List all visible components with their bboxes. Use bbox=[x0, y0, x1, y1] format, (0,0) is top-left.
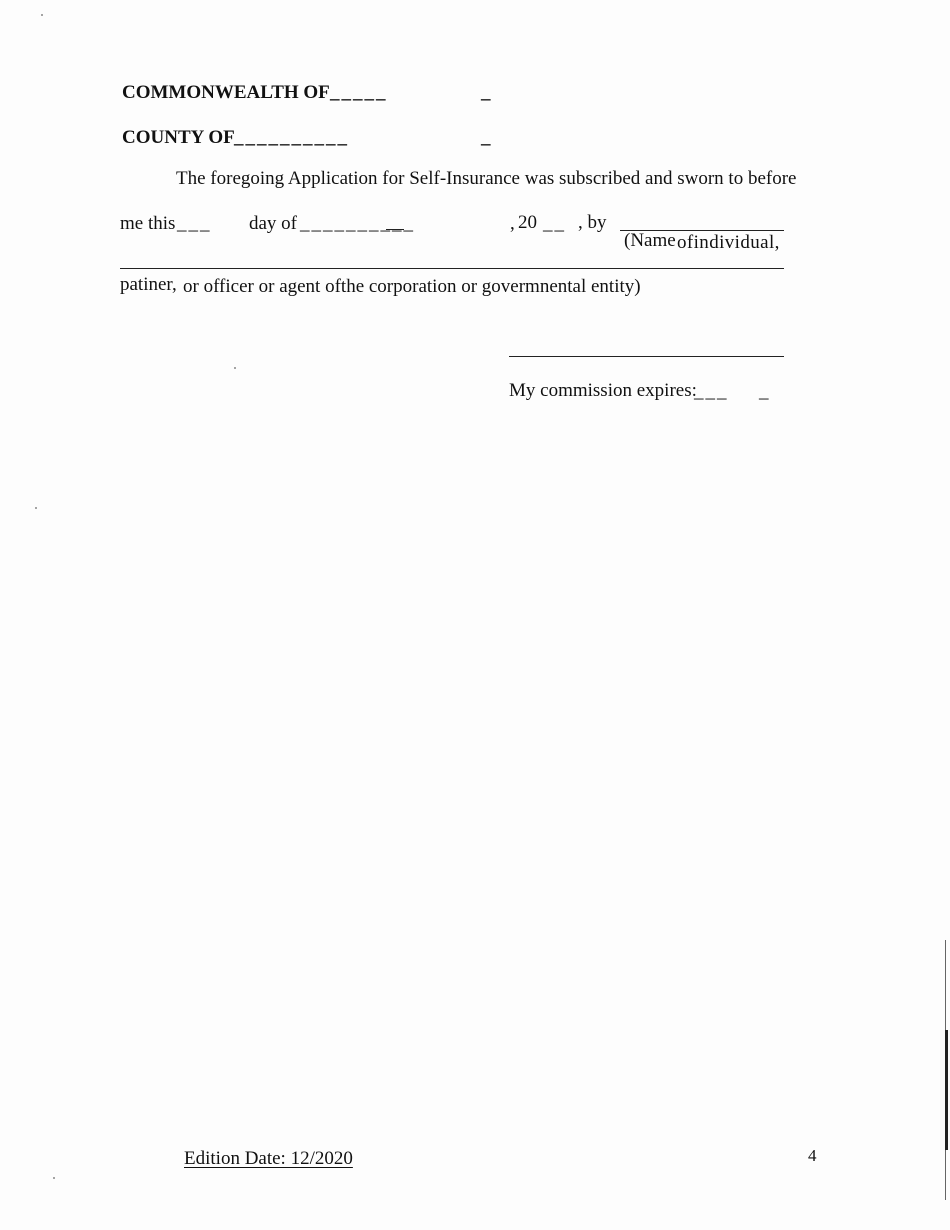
patiner-text: patiner, bbox=[120, 274, 177, 295]
scan-speck bbox=[35, 507, 37, 509]
county-label: COUNTY OF bbox=[122, 127, 235, 148]
day-of-text: day of bbox=[249, 213, 298, 234]
commonwealth-blank: _____ bbox=[330, 82, 388, 103]
me-this-text: me this bbox=[120, 213, 176, 234]
county-blank: __________ bbox=[234, 127, 349, 148]
year-blank: __ bbox=[543, 213, 566, 234]
commonwealth-label: COMMONWEALTH OF bbox=[122, 82, 330, 103]
name-of-text: (Name bbox=[624, 230, 676, 251]
commission-blank: ___ bbox=[694, 381, 729, 402]
scan-speck bbox=[234, 367, 236, 369]
edition-date: Edition Date: 12/2020 bbox=[184, 1148, 353, 1169]
commonwealth-tail: _ bbox=[481, 82, 491, 103]
commission-tail: _ bbox=[759, 381, 769, 402]
day-blank: ___ bbox=[177, 213, 212, 234]
page-number: 4 bbox=[808, 1146, 817, 1165]
notary-signature-line bbox=[509, 356, 784, 357]
commission-expires-text: My commission expires: bbox=[509, 380, 697, 401]
officer-agent-text: or officer or agent ofthe corporation or govermnental entity) bbox=[183, 276, 641, 297]
year-prefix: 20 bbox=[518, 212, 537, 233]
comma-mark: , bbox=[510, 213, 515, 234]
sworn-sentence: The foregoing Application for Self-Insurance was subscribed and sworn to before bbox=[176, 168, 797, 189]
month-blank: __________ bbox=[300, 213, 415, 234]
month-overline-mark bbox=[386, 229, 404, 230]
individual-text: ofindividual, bbox=[677, 232, 780, 253]
scan-speck bbox=[41, 14, 43, 16]
long-blank-line bbox=[120, 268, 784, 269]
scan-speck bbox=[53, 1177, 55, 1179]
scan-edge-bar bbox=[945, 1030, 948, 1150]
by-text: , by bbox=[578, 212, 607, 233]
county-tail: _ bbox=[481, 127, 491, 148]
